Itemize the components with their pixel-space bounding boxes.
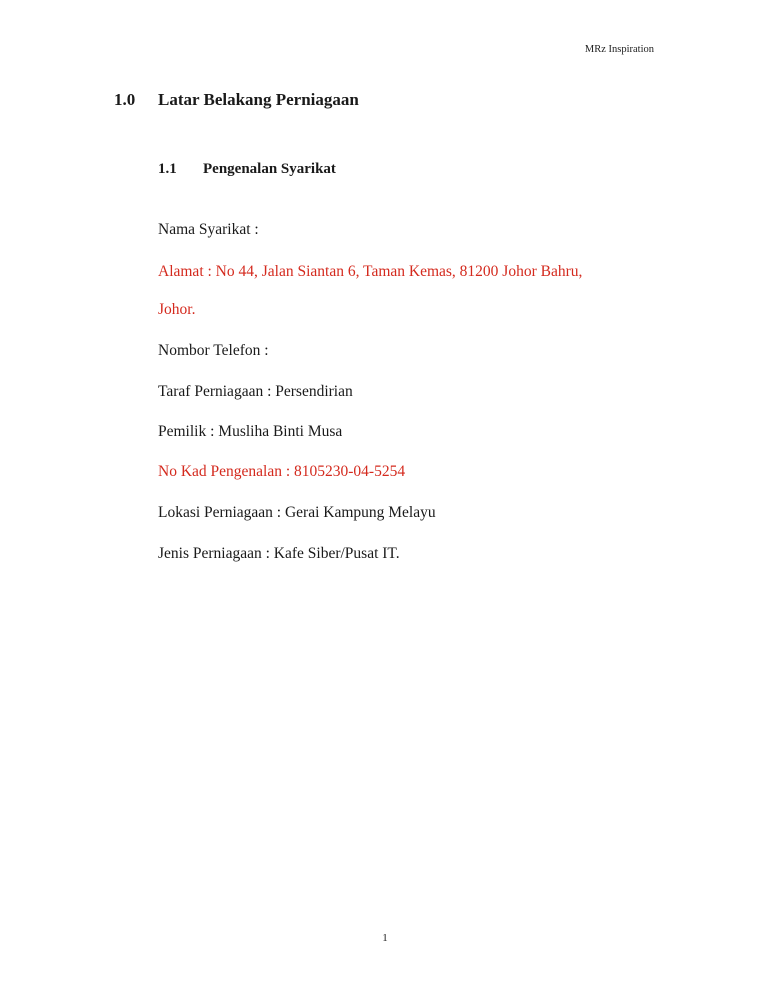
subsection-number: 1.1 — [158, 161, 177, 177]
page-number: 1 — [382, 932, 388, 944]
section-heading — [114, 90, 359, 110]
section-number: 1.0 — [114, 90, 136, 109]
jenis-perniagaan-line: Jenis Perniagaan : Kafe Siber/Pusat IT. — [158, 545, 400, 562]
taraf-perniagaan-line: Taraf Perniagaan : Persendirian — [158, 383, 353, 400]
lokasi-perniagaan-line: Lokasi Perniagaan : Gerai Kampung Melayu — [158, 504, 436, 521]
nombor-telefon-line: Nombor Telefon : — [158, 342, 269, 359]
running-header: MRz Inspiration — [584, 44, 654, 55]
section-title: Latar Belakang Perniagaan — [158, 90, 359, 109]
subsection-heading — [158, 161, 336, 178]
nama-syarikat-line: Nama Syarikat : — [158, 221, 259, 238]
alamat-line-2: Johor. — [158, 301, 196, 318]
subsection-title: Pengenalan Syarikat — [203, 161, 336, 177]
alamat-line-1: Alamat : No 44, Jalan Siantan 6, Taman Kemas, 81200 Johor Bahru, — [158, 263, 583, 280]
pemilik-line: Pemilik : Musliha Binti Musa — [158, 423, 343, 440]
no-kad-pengenalan-line: No Kad Pengenalan : 8105230-04-5254 — [158, 463, 406, 480]
